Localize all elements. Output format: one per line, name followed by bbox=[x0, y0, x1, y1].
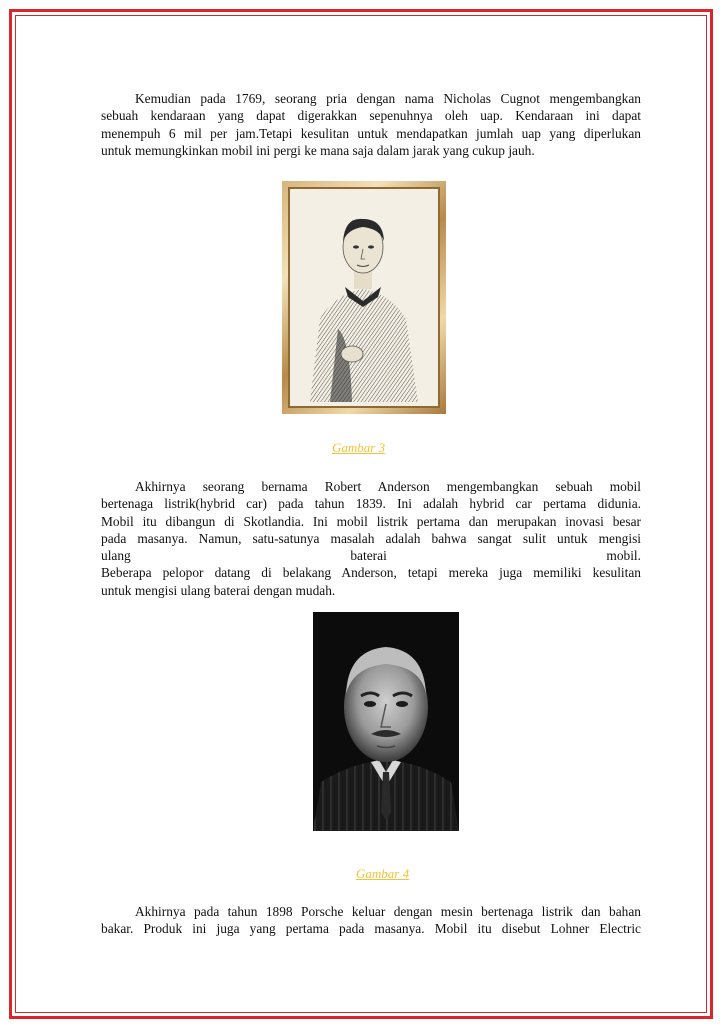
portrait-engraving bbox=[288, 187, 440, 408]
portrait-photograph bbox=[313, 612, 459, 831]
text-line: Beberapa pelopor datang di belakang Anderson, tetapi mereka juga memiliki kesulitan bbox=[101, 565, 641, 581]
paragraph-porsche bbox=[101, 903, 641, 938]
text-line: menempuh 6 mil per jam.Tetapi kesulitan untuk mendapatkan jumlah uap yang diperlukan bbox=[101, 125, 641, 141]
text-line: bertenaga listrik(hybrid car) pada tahun 1839. Ini adalah hybrid car pertama didunia. bbox=[101, 496, 641, 512]
text-line: ulang baterai mobil. bbox=[101, 548, 641, 564]
text-line: bakar. Produk ini juga yang pertama pada masanya. Mobil itu disebut Lohner Electric bbox=[101, 921, 641, 937]
figure-3-caption: Gambar 3 bbox=[332, 440, 386, 455]
text-line: Mobil itu dibangun di Skotlandia. Ini mobil listrik pertama dan merupakan inovasi besar bbox=[101, 513, 641, 529]
portrait-frame-figure-3 bbox=[282, 181, 446, 414]
text-line: Akhirnya pada tahun 1898 Porsche keluar dengan mesin bertenaga listrik dan bahan bbox=[135, 904, 641, 919]
text-line: Kemudian pada 1769, seorang pria dengan nama Nicholas Cugnot mengembangkan bbox=[135, 91, 641, 106]
text-line: sebuah kendaraan yang dapat digerakkan sepenuhnya oleh uap. Kendaraan ini dapat bbox=[101, 108, 641, 124]
text-line: untuk memungkinkan mobil ini pergi ke mana saja dalam jarak yang cukup jauh. bbox=[101, 142, 535, 158]
paragraph-anderson bbox=[101, 478, 641, 599]
text-line: pada masanya. Namun, satu-satunya masalah adalah bahwa sangat sulit untuk mengisi bbox=[101, 530, 641, 546]
portrait-illustration bbox=[290, 189, 436, 402]
text-line: Akhirnya seorang bernama Robert Anderson mengembangkan sebuah mobil bbox=[135, 479, 641, 494]
portrait-photo-figure-4 bbox=[313, 612, 459, 831]
text-line: untuk mengisi ulang baterai dengan mudah. bbox=[101, 582, 336, 598]
paragraph-cugnot bbox=[101, 90, 641, 159]
figure-4-caption: Gambar 4 bbox=[356, 866, 410, 881]
